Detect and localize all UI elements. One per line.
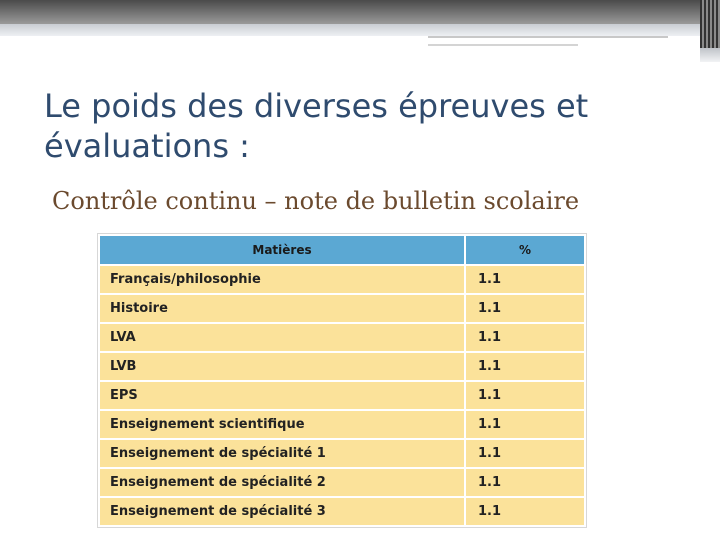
cell-percent: 1.1: [465, 410, 585, 439]
cell-subject: LVB: [99, 352, 465, 381]
cell-percent: 1.1: [465, 381, 585, 410]
decorative-line: [428, 36, 668, 38]
slide-title: Le poids des diverses épreuves et évaluations :: [44, 87, 589, 165]
cell-percent: 1.1: [465, 265, 585, 294]
right-decorative-bar: [700, 0, 720, 48]
slide-subtitle: Contrôle continu – note de bulletin scolaire: [52, 187, 580, 215]
weights-table: [98, 234, 586, 527]
cell-percent: 1.1: [465, 294, 585, 323]
cell-percent: 1.1: [465, 323, 585, 352]
table-row: [99, 410, 585, 439]
table-row: [99, 439, 585, 468]
cell-subject: Enseignement de spécialité 2: [99, 468, 465, 497]
cell-subject: Enseignement scientifique: [99, 410, 465, 439]
table-row: [99, 352, 585, 381]
table-row: [99, 497, 585, 526]
cell-subject: Enseignement de spécialité 1: [99, 439, 465, 468]
table-row: [99, 381, 585, 410]
decorative-line: [428, 44, 578, 46]
cell-percent: 1.1: [465, 497, 585, 526]
table-row: [99, 468, 585, 497]
top-band-shadow: [0, 24, 700, 36]
cell-subject: Histoire: [99, 294, 465, 323]
cell-percent: 1.1: [465, 439, 585, 468]
cell-subject: Enseignement de spécialité 3: [99, 497, 465, 526]
header-percent: %: [465, 235, 585, 265]
cell-percent: 1.1: [465, 352, 585, 381]
header-subject: Matières: [99, 235, 465, 265]
table-header-row: [99, 235, 585, 265]
table-row: [99, 294, 585, 323]
table-row: [99, 323, 585, 352]
table-row: [99, 265, 585, 294]
right-bar-shadow: [700, 48, 720, 62]
cell-subject: Français/philosophie: [99, 265, 465, 294]
top-decorative-band: [0, 0, 700, 24]
cell-percent: 1.1: [465, 468, 585, 497]
cell-subject: EPS: [99, 381, 465, 410]
cell-subject: LVA: [99, 323, 465, 352]
